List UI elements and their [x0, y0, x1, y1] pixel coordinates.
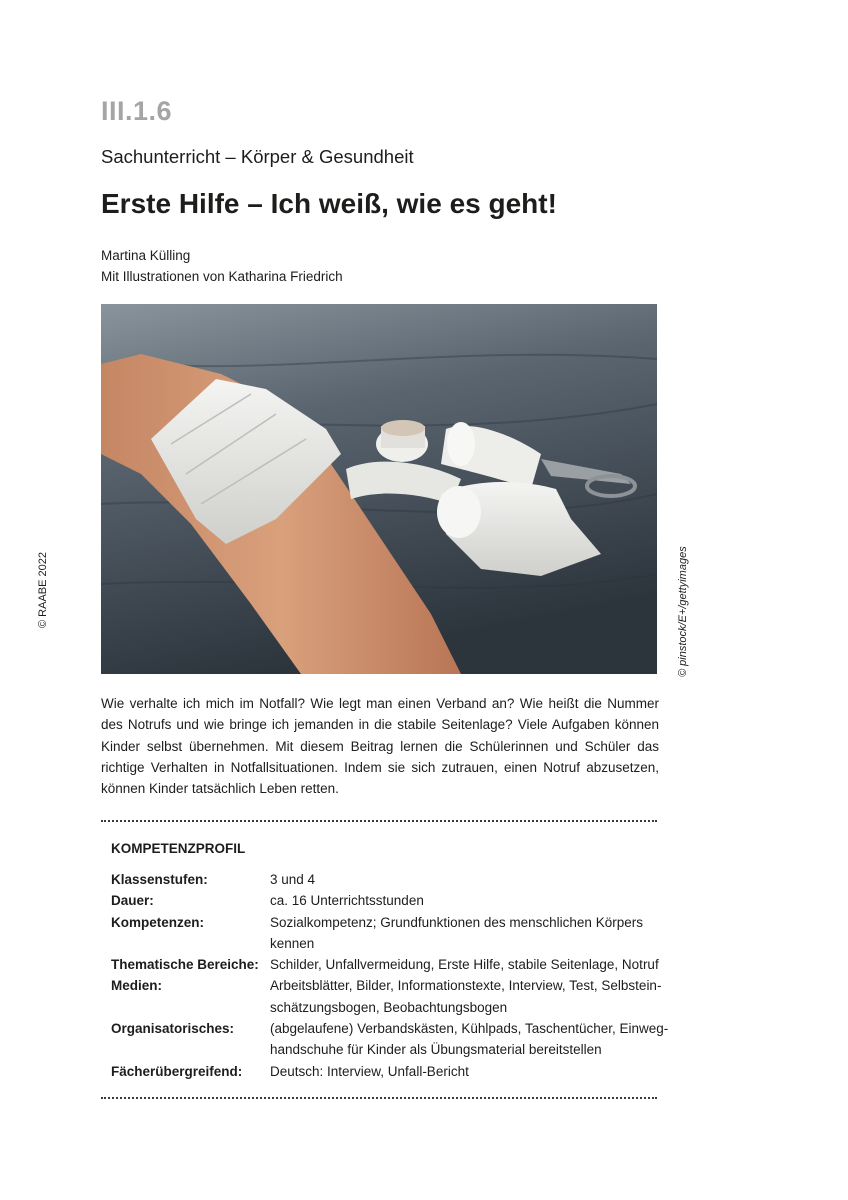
profile-value-line: Arbeitsblätter, Bilder, Informationstexte, Interview, Test, Selbstein-: [270, 978, 662, 994]
illustrator-line: Mit Illustrationen von Katharina Friedrich: [101, 269, 343, 284]
kompetenzprofil-heading: KOMPETENZPROFIL: [111, 841, 246, 856]
cover-photo: [101, 304, 657, 674]
intro-paragraph: Wie verhalte ich mich im Notfall? Wie legt man einen Verband an? Wie heißt die Nummer des Notrufs und wie bringe ich jemanden in die stabile Seitenlage? Viele Aufgaben können Kinder selbst übernehmen. Mit diesem Beitrag lernen die Schülerinnen und Schüler das richtige Verhalten in Notfallsituationen. Indem sie sich zutrauen, einen Notruf abzusetzen, können Kinder tatsächlich Leben retten.: [101, 696, 659, 797]
profile-value: [270, 975, 661, 1018]
profile-value: [270, 912, 656, 955]
profile-value-line: schätzungsbogen, Beobachtungsbogen: [270, 999, 508, 1015]
profile-row-klassenstufen: [111, 869, 656, 890]
dotted-divider-top: [101, 820, 657, 822]
profile-label: Kompetenzen:: [111, 914, 205, 930]
section-number: III.1.6: [101, 96, 173, 126]
profile-row-dauer: [111, 890, 656, 911]
profile-row-thematische-bereiche: [111, 954, 659, 975]
kompetenzprofil-table: [111, 869, 669, 1082]
profile-value-line: Schilder, Unfallvermeidung, Erste Hilfe, stabile Seitenlage, Notruf: [270, 957, 659, 973]
profile-value: [270, 869, 656, 890]
profile-row-kompetenzen: [111, 912, 656, 955]
profile-value-line: Sozialkompetenz; Grundfunktionen des menschlichen Körpers: [270, 914, 643, 930]
profile-label: Medien:: [111, 978, 163, 994]
profile-value-line: (abgelaufene) Verbandskästen, Kühlpads, Taschentücher, Einweg-: [270, 1021, 669, 1037]
profile-label: Klassenstufen:: [111, 872, 208, 887]
author-block: [101, 245, 343, 287]
bandaged-arm-illustration: [101, 304, 657, 674]
profile-row-organisatorisches: [111, 1018, 669, 1061]
copyright-note: © RAABE 2022: [37, 552, 49, 628]
profile-value: [270, 1018, 668, 1061]
profile-label: Thematische Bereiche:: [111, 957, 259, 973]
profile-value: [270, 890, 656, 911]
photo-credit: © pinstock/E+/gettyimages: [677, 546, 689, 677]
profile-value: [270, 954, 659, 975]
page-title: Erste Hilfe – Ich weiß, wie es geht!: [101, 188, 557, 219]
profile-label: Organisatorisches:: [111, 1021, 235, 1037]
profile-label: Fächerübergreifend:: [111, 1063, 243, 1079]
dotted-divider-bottom: [101, 1097, 657, 1099]
profile-value-line: handschuhe für Kinder als Übungsmaterial bereitstellen: [270, 1042, 602, 1058]
profile-value-line: kennen: [270, 935, 315, 951]
profile-row-faecheruebergreifend: [111, 1061, 656, 1082]
profile-value-line: ca. 16 Unterrichtsstunden: [270, 893, 424, 909]
profile-value-line: 3 und 4: [270, 872, 316, 887]
subject-heading: Sachunterricht – Körper & Gesundheit: [101, 146, 414, 167]
profile-value: [270, 1061, 656, 1082]
profile-label: Dauer:: [111, 893, 154, 909]
profile-row-medien: [111, 975, 662, 1018]
author-name: Martina Külling: [101, 248, 191, 263]
profile-value-line: Deutsch: Interview, Unfall-Bericht: [270, 1063, 469, 1079]
